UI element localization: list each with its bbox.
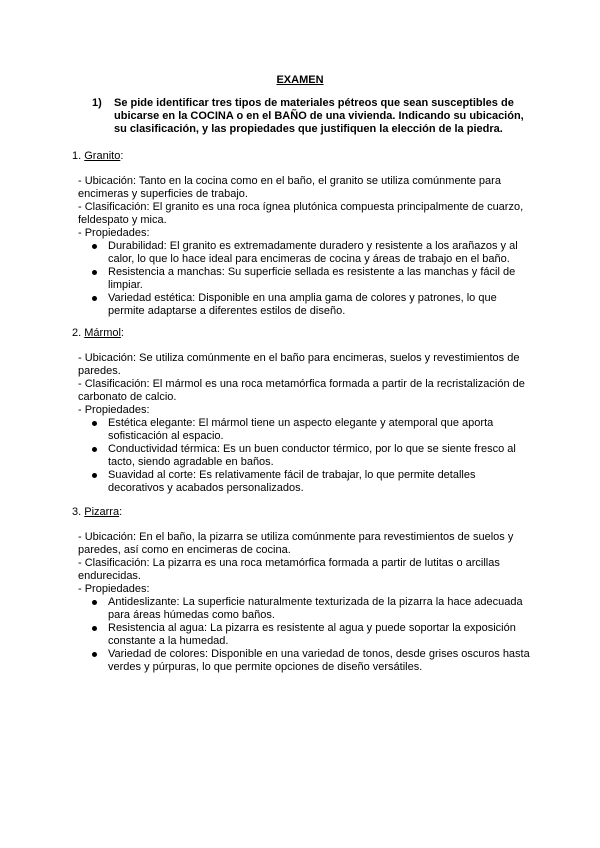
bullet-icon <box>92 447 97 452</box>
question-block <box>92 97 532 136</box>
propiedades-label: - Propiedades: <box>78 583 150 595</box>
bullet-icon <box>92 652 97 657</box>
clasificacion-text: - Clasificación: La pizarra es una roca metamórfica formada a partir de lutitas o arcillas endurecidas. <box>78 557 500 582</box>
list-item: Variedad de colores: Disponible en una variedad de tonos, desde grises oscuros hasta verdes y púrpuras, lo que permite opciones de diseño versátiles. <box>72 648 532 674</box>
bullet-icon <box>92 296 97 301</box>
question-number: 1) <box>92 97 102 109</box>
section-marmol <box>72 327 532 495</box>
question-text: Se pide identificar tres tipos de materiales pétreos que sean susceptibles de ubicarse en la COCINA o en el BAÑO de una vivienda. Indicando su ubicación, su clasificación, y las propiedades que justifiquen la elección de la piedra. <box>114 97 524 135</box>
bullet-icon <box>92 473 97 478</box>
section-pizarra <box>72 506 532 674</box>
propiedades-label: - Propiedades: <box>78 227 150 239</box>
list-item: Estética elegante: El mármol tiene un aspecto elegante y atemporal que aporta sofisticación al espacio. <box>72 417 532 443</box>
list-item: Durabilidad: El granito es extremadamente duradero y resistente a los arañazos y al calor, lo que lo hace ideal para encimeras de cocina y áreas de trabajo en el baño. <box>72 240 532 266</box>
ubicacion-text: - Ubicación: En el baño, la pizarra se utiliza comúnmente para revestimientos de suelos y paredes, así como en encimeras de cocina. <box>78 531 514 556</box>
clasificacion-text: - Clasificación: El granito es una roca ígnea plutónica compuesta principalmente de cuarzo, feldespato y mica. <box>78 201 524 226</box>
section-heading: 1. Granito: <box>72 150 124 162</box>
list-item: Resistencia a manchas: Su superficie sellada es resistente a las manchas y fácil de limpiar. <box>72 266 532 292</box>
bullet-icon <box>92 270 97 275</box>
section-number: 2. <box>72 327 82 339</box>
propiedades-list <box>72 240 532 318</box>
clasificacion-text: - Clasificación: El mármol es una roca metamórfica formada a partir de la recristalización de carbonato de calcio. <box>78 378 525 403</box>
bullet-icon <box>92 600 97 605</box>
bullet-icon <box>92 626 97 631</box>
section-granito <box>72 150 532 318</box>
list-item: Antideslizante: La superficie naturalmente texturizada de la pizarra la hace adecuada para áreas húmedas como baños. <box>72 596 532 622</box>
ubicacion-text: - Ubicación: Se utiliza comúnmente en el baño para encimeras, suelos y revestimientos de paredes. <box>78 352 520 377</box>
section-heading: 3. Pizarra: <box>72 506 123 518</box>
list-item: Variedad estética: Disponible en una amplia gama de colores y patrones, lo que permite adaptarse a diferentes estilos de diseño. <box>72 292 532 318</box>
exam-title: EXAMEN <box>276 74 324 86</box>
propiedades-label: - Propiedades: <box>78 404 150 416</box>
propiedades-list <box>72 417 532 495</box>
section-heading: 2. Mármol: <box>72 327 124 339</box>
ubicacion-text: - Ubicación: Tanto en la cocina como en el baño, el granito se utiliza comúnmente para encimeras y superficies de trabajo. <box>78 175 501 200</box>
section-name: Pizarra <box>84 506 120 518</box>
section-name: Granito <box>84 150 121 162</box>
bullet-icon <box>92 421 97 426</box>
list-item: Conductividad térmica: Es un buen conductor térmico, por lo que se siente fresco al tacto, siendo agradable en baños. <box>72 443 532 469</box>
propiedades-list <box>72 596 532 674</box>
list-item: Resistencia al agua: La pizarra es resistente al agua y puede soportar la exposición constante a la humedad. <box>72 622 532 648</box>
section-number: 3. <box>72 506 82 518</box>
bullet-icon <box>92 244 97 249</box>
section-number: 1. <box>72 150 82 162</box>
list-item: Suavidad al corte: Es relativamente fácil de trabajar, lo que permite detalles decorativos y acabados personalizados. <box>72 469 532 495</box>
section-name: Mármol <box>84 327 121 339</box>
